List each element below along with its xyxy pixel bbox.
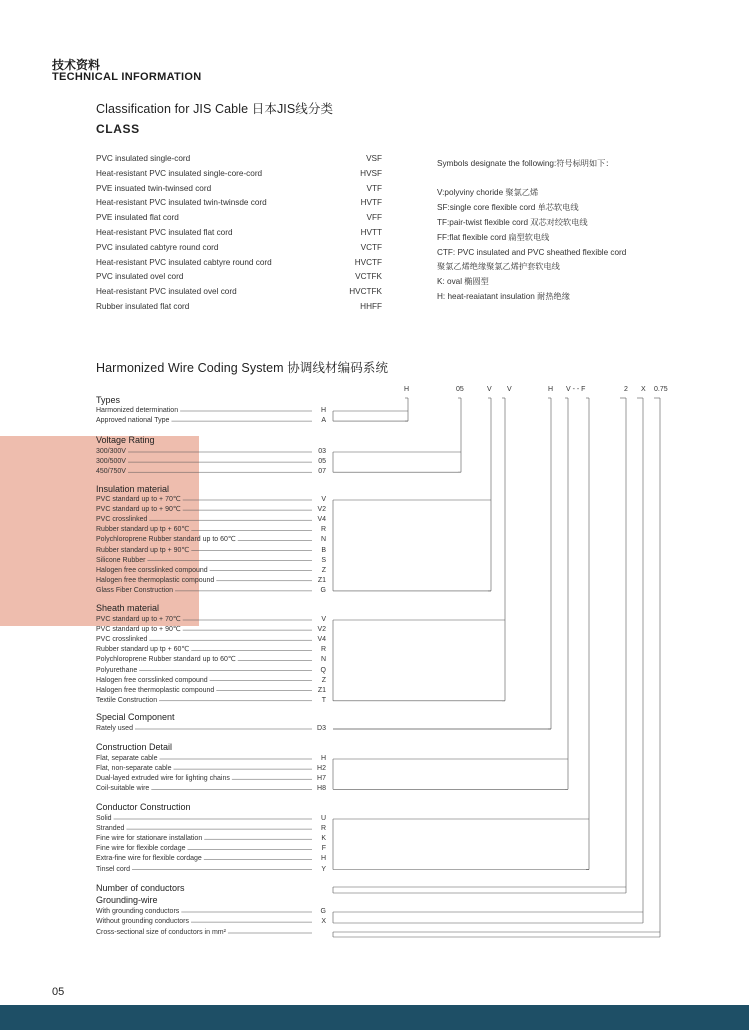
symbol-item: K: oval 椭圆型 (437, 277, 489, 286)
jis-row-name: Heat-resistant PVC insulated cabtyre round cord (96, 257, 272, 267)
top-code: 0.75 (654, 386, 668, 393)
group-title: Insulation material (96, 484, 170, 494)
header-title-en: TECHNICAL INFORMATION (52, 71, 202, 83)
class-label: CLASS (96, 122, 140, 136)
coding-item-label: PVC crosslinked (96, 636, 148, 644)
group-title: Types (96, 395, 121, 405)
conductor-item-code: G (320, 908, 326, 915)
symbol-item: H: heat-reaiatant insulation 耐热绝缘 (437, 292, 570, 301)
coding-item-label: Polychloroprene Rubber standard up to 60℃ (96, 656, 236, 664)
jis-row-name: Rubber insulated flat cord (96, 302, 190, 311)
jis-row-code: VFF (366, 213, 382, 223)
coding-item-label: Tinsel cord (96, 865, 130, 873)
jis-row-name: Heat-resistant PVC insulated ovel cord (96, 287, 237, 297)
coding-item-code: F (321, 845, 326, 853)
coding-item-code: S (321, 556, 326, 564)
top-code: V (487, 386, 492, 393)
coding-item-label: Halogen free corsslinked compound (96, 566, 208, 574)
coding-item-label: Rubber standard up tp + 60℃ (96, 646, 190, 654)
top-code: V - - F (566, 386, 586, 393)
coding-item-label: Rubber standard up tp + 90℃ (96, 546, 190, 554)
coding-item-code: Z1 (317, 576, 326, 584)
group-title: Conductor Construction (96, 802, 191, 812)
coding-item-code: N (320, 656, 326, 664)
coding-item-label: Halogen free corsslinked compound (96, 676, 208, 684)
coding-item-code: V2 (317, 626, 326, 634)
conductor-item-label: Without grounding conductors (96, 918, 189, 926)
harmonized-title: Harmonized Wire Coding System 协调线材编码系统 (96, 361, 389, 375)
coding-item-label: Halogen free thermoplastic compound (96, 576, 215, 584)
coding-item-label: Flat, separate cable (96, 755, 158, 762)
coding-item-label: Coil-suitable wire (96, 785, 150, 793)
symbol-item: SF:single core flexible cord 单芯软电线 (437, 203, 579, 212)
coding-item-label: Fine wire for flexible cordage (96, 845, 186, 853)
group-title: Special Component (96, 712, 175, 722)
grounding-title: Grounding-wire (96, 895, 158, 905)
coding-item-code: A (321, 417, 326, 425)
jis-row-name: Heat-resistant PVC insulated flat cord (96, 228, 233, 237)
coding-item-code: U (320, 815, 326, 822)
jis-row-code: VSF (366, 154, 382, 163)
conductors-title: Number of conductors (96, 883, 185, 893)
coding-item-label: 450/750V (96, 468, 126, 476)
coding-item-code: V (321, 616, 326, 623)
coding-item-code: 03 (318, 448, 326, 455)
coding-item-code: V4 (317, 636, 326, 644)
coding-item-code: H (320, 755, 326, 762)
coding-item-code: V4 (317, 516, 326, 524)
jis-row-name: Heat-resistant PVC insulated single-core-cord (96, 168, 263, 178)
top-code: H (548, 386, 554, 393)
coding-item-label: PVC standard up to + 70℃ (96, 616, 181, 623)
cross-section-label: Cross-sectional size of conductors in mm² (96, 929, 226, 936)
coding-item-label: Polychloroprene Rubber standard up to 60℃ (96, 536, 236, 544)
coding-item-label: 300/300V (96, 448, 126, 455)
symbol-item: FF:flat flexible cord 扁型软电线 (437, 233, 550, 242)
symbol-item: V:polyviny choride 聚氯乙烯 (437, 188, 539, 197)
coding-item-code: R (320, 526, 326, 534)
coding-item-code: V (321, 496, 326, 503)
jis-row-code: HHFF (360, 302, 382, 311)
coding-item-label: Extra-fine wire for flexible cordage (96, 855, 202, 863)
group-title: Sheath material (96, 603, 160, 613)
jis-row-name: PVE insuated twin-twinsed cord (96, 183, 212, 193)
top-code: H (404, 386, 410, 393)
coding-item-code: Z (321, 676, 326, 684)
jis-row-name: PVC insulated ovel cord (96, 272, 184, 282)
coding-item-code: H (320, 407, 326, 414)
coding-item-code: H (320, 855, 326, 863)
coding-item-label: Stranded (96, 825, 125, 833)
coding-item-code: H8 (317, 785, 326, 793)
coding-item-label: Approved national Type (96, 417, 170, 425)
coding-item-label: PVC crosslinked (96, 516, 148, 524)
coding-item-label: Dual-layed extruded wire for lighting chains (96, 775, 230, 783)
jis-row-code: HVCTF (354, 257, 382, 267)
coding-item-label: 300/500V (96, 458, 126, 466)
jis-row-name: PVE insulated flat cord (96, 213, 179, 223)
top-code: X (641, 386, 646, 393)
jis-title: Classification for JIS Cable 日本JIS线分类 (96, 102, 334, 116)
conductor-item-code: X (321, 918, 326, 926)
coding-item-code: T (321, 696, 326, 704)
coding-item-label: PVC standard up to + 70℃ (96, 496, 181, 503)
coding-item-code: R (320, 825, 326, 833)
coding-item-code: G (320, 586, 326, 594)
jis-row-code: HVCTFK (349, 287, 382, 297)
top-code: V (507, 386, 512, 393)
coding-item-label: Flat, non-separate cable (96, 765, 172, 773)
coding-item-code: 05 (318, 458, 326, 466)
coding-item-code: D3 (317, 725, 326, 732)
coding-item-label: Silicone Rubber (96, 556, 146, 564)
coding-item-code: B (321, 546, 326, 554)
coding-item-code: R (320, 646, 326, 654)
top-code: 05 (456, 386, 464, 393)
coding-item-label: Rubber standard up tp + 60℃ (96, 526, 190, 534)
symbols-heading: Symbols designate the following:符号标明如下： (437, 159, 614, 168)
symbol-item: 聚氯乙烯绝缘聚氯乙烯护套软电线 (437, 262, 560, 271)
coding-item-code: H2 (317, 765, 326, 773)
jis-row-code: VTF (366, 183, 382, 193)
coding-item-label: PVC standard up to + 90℃ (96, 626, 181, 634)
symbol-item: TF:pair-twist flexible cord 双芯对绞软电线 (437, 218, 588, 227)
group-title: Construction Detail (96, 742, 173, 752)
coding-item-label: Halogen free thermoplastic compound (96, 686, 215, 694)
coding-item-code: Z1 (317, 686, 326, 694)
coding-item-label: Glass Fiber Construction (96, 586, 174, 594)
top-code: 2 (624, 386, 628, 393)
coding-item-label: Solid (96, 815, 112, 822)
coding-item-code: Q (320, 666, 326, 674)
coding-item-code: N (320, 536, 326, 544)
jis-row-name: Heat-resistant PVC insulated twin-twinsde cord (96, 198, 267, 208)
coding-item-code: Y (321, 865, 326, 873)
coding-item-label: Polyurethane (96, 666, 138, 674)
coding-item-code: H7 (317, 775, 326, 783)
jis-row-name: PVC insulated cabtyre round cord (96, 242, 219, 252)
jis-row-code: VCTF (360, 242, 382, 252)
coding-item-label: PVC standard up to + 90℃ (96, 506, 181, 514)
coding-item-label: Harmonized determination (96, 407, 179, 414)
conductor-item-label: With grounding conductors (96, 908, 180, 915)
group-title: Voltage Rating (96, 435, 155, 445)
coding-item-code: K (321, 835, 326, 843)
coding-item-code: V2 (317, 506, 326, 514)
coding-item-label: Fine wire for stationare installation (96, 835, 203, 843)
coding-item-label: Rately used (96, 725, 133, 732)
footer-bar (0, 1005, 749, 1030)
coding-item-code: Z (321, 566, 326, 574)
symbol-item: CTF: PVC insulated and PVC sheathed flexible cord (437, 248, 627, 257)
coding-item-label: Textile Construction (96, 696, 158, 704)
jis-row-code: HVTF (360, 198, 382, 208)
jis-row-code: HVSF (360, 168, 382, 178)
jis-row-code: VCTFK (355, 272, 382, 282)
jis-row-code: HVTT (360, 228, 382, 237)
header-title-cn: 技术资料 (52, 58, 101, 72)
coding-item-code: 07 (318, 468, 326, 476)
page-number: 05 (52, 986, 65, 998)
jis-row-name: PVC insulated single-cord (96, 154, 191, 163)
